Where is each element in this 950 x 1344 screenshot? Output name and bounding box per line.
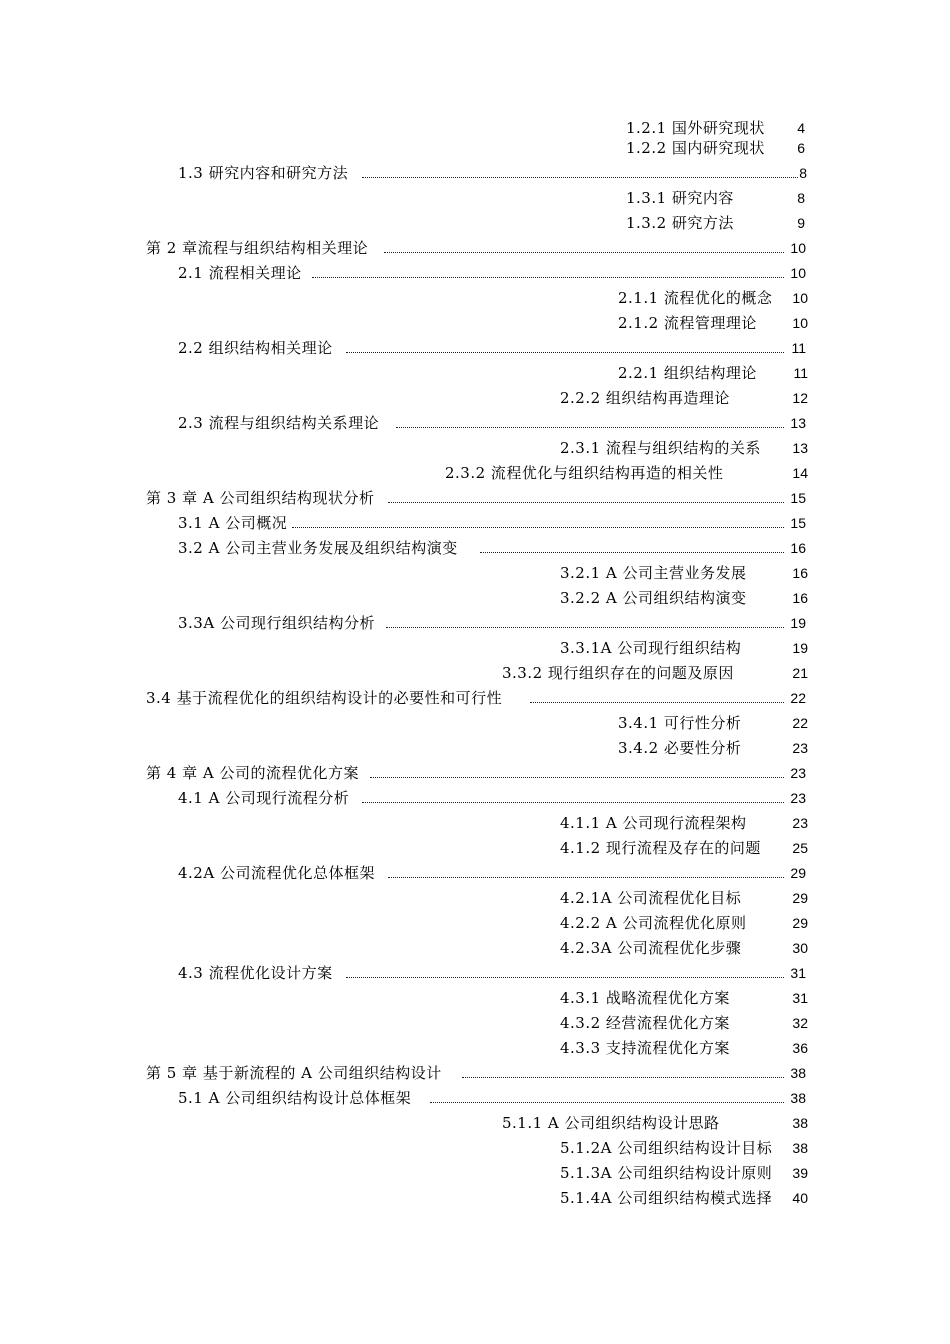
toc-entry-title: 5.1.3A 公司组织结构设计原则 <box>560 1164 773 1182</box>
toc-entry-title: 1.3.2 研究方法 <box>626 214 734 232</box>
dot-leader <box>530 702 784 703</box>
toc-entry-page: 31 <box>790 965 806 981</box>
toc-entry[interactable] <box>0 661 950 685</box>
toc-entry-title: 3.3.2 现行组织存在的问题及原因 <box>502 664 734 682</box>
toc-entry[interactable] <box>0 1186 950 1210</box>
toc-entry-page: 14 <box>792 465 808 481</box>
toc-entry-title: 3.4.1 可行性分析 <box>618 714 742 732</box>
toc-entry[interactable] <box>0 336 950 360</box>
toc-entry-title: 2.1.2 流程管理理论 <box>618 314 757 332</box>
toc-entry-title: 4.3.2 经营流程优化方案 <box>560 1014 730 1032</box>
toc-entry-page: 9 <box>797 215 805 231</box>
toc-entry-page: 23 <box>792 740 808 756</box>
toc-entry-title: 第 5 章 基于新流程的 A 公司组织结构设计 <box>146 1064 442 1082</box>
toc-entry-title: 4.2A 公司流程优化总体框架 <box>178 864 375 882</box>
toc-entry-title: 4.3.3 支持流程优化方案 <box>560 1039 730 1057</box>
toc-entry-page: 10 <box>792 290 808 306</box>
toc-entry-page: 25 <box>792 840 808 856</box>
toc-entry-page: 16 <box>790 540 806 556</box>
toc-entry[interactable] <box>0 161 950 185</box>
toc-entry[interactable] <box>0 686 950 710</box>
toc-entry-title: 5.1.2A 公司组织结构设计目标 <box>560 1139 773 1157</box>
toc-entry-title: 4.2.3A 公司流程优化步骤 <box>560 939 742 957</box>
toc-entry-page: 22 <box>790 690 806 706</box>
toc-entry-page: 8 <box>797 190 805 206</box>
dot-leader <box>362 177 798 178</box>
toc-entry-page: 10 <box>792 315 808 331</box>
toc-entry-page: 12 <box>792 390 808 406</box>
toc-entry[interactable] <box>0 611 950 635</box>
toc-entry-title: 2.3.1 流程与组织结构的关系 <box>560 439 761 457</box>
toc-entry-title: 第 2 章流程与组织结构相关理论 <box>146 239 369 257</box>
toc-entry-page: 23 <box>790 790 806 806</box>
toc-entry-page: 15 <box>790 515 806 531</box>
toc-entry-title: 2.3.2 流程优化与组织结构再造的相关性 <box>445 464 724 482</box>
toc-entry[interactable] <box>0 1111 950 1135</box>
toc-entry-page: 38 <box>792 1140 808 1156</box>
toc-entry[interactable] <box>0 386 950 410</box>
toc-entry[interactable] <box>0 736 950 760</box>
toc-entry[interactable] <box>0 711 950 735</box>
toc-entry-title: 2.2.1 组织结构理论 <box>618 364 757 382</box>
toc-entry-page: 38 <box>790 1090 806 1106</box>
toc-entry[interactable] <box>0 761 950 785</box>
toc-entry-page: 10 <box>790 240 806 256</box>
dot-leader <box>388 877 784 878</box>
toc-entry[interactable] <box>0 586 950 610</box>
dot-leader <box>462 1077 784 1078</box>
toc-entry[interactable] <box>0 511 950 535</box>
toc-entry-title: 4.2.2 A 公司流程优化原则 <box>560 914 747 932</box>
dot-leader <box>362 802 784 803</box>
toc-entry-page: 38 <box>792 1115 808 1131</box>
toc-entry[interactable] <box>0 1086 950 1110</box>
toc-entry[interactable] <box>0 936 950 960</box>
toc-entry-title: 4.1.1 A 公司现行流程架构 <box>560 814 747 832</box>
toc-entry-title: 3.4 基于流程优化的组织结构设计的必要性和可行性 <box>146 689 503 707</box>
toc-entry-page: 13 <box>790 415 806 431</box>
dot-leader <box>346 977 784 978</box>
dot-leader <box>430 1102 784 1103</box>
toc-entry-page: 29 <box>792 915 808 931</box>
toc-entry-page: 32 <box>792 1015 808 1031</box>
toc-entry-page: 19 <box>790 615 806 631</box>
toc-entry-title: 3.2.2 A 公司组织结构演变 <box>560 589 747 607</box>
dot-leader <box>386 627 784 628</box>
toc-entry-title: 1.3 研究内容和研究方法 <box>178 164 349 182</box>
toc-entry-page: 29 <box>790 865 806 881</box>
toc-entry-title: 5.1.1 A 公司组织结构设计思路 <box>502 1114 720 1132</box>
toc-entry[interactable] <box>0 861 950 885</box>
toc-entry-page: 23 <box>792 815 808 831</box>
toc-entry-page: 30 <box>792 940 808 956</box>
toc-entry-title: 4.1 A 公司现行流程分析 <box>178 789 350 807</box>
toc-entry[interactable] <box>0 811 950 835</box>
toc-entry[interactable] <box>0 886 950 910</box>
toc-entry[interactable] <box>0 1161 950 1185</box>
toc-entry[interactable] <box>0 1061 950 1085</box>
toc-entry-page: 11 <box>791 340 806 356</box>
toc-entry[interactable] <box>0 986 950 1010</box>
toc-entry-page: 39 <box>792 1165 808 1181</box>
toc-entry-title: 4.2.1A 公司流程优化目标 <box>560 889 742 907</box>
toc-entry[interactable] <box>0 1036 950 1060</box>
toc-entry[interactable] <box>0 411 950 435</box>
toc-entry-title: 2.2 组织结构相关理论 <box>178 339 333 357</box>
toc-entry-page: 21 <box>792 665 808 681</box>
toc-entry-page: 13 <box>792 440 808 456</box>
toc-entry-title: 3.3.1A 公司现行组织结构 <box>560 639 742 657</box>
toc-entry[interactable] <box>0 1011 950 1035</box>
toc-entry[interactable] <box>0 436 950 460</box>
toc-entry[interactable] <box>0 911 950 935</box>
toc-entry-page: 8 <box>799 165 807 181</box>
toc-entry-title: 1.2.2 国内研究现状 <box>626 139 765 157</box>
toc-entry-page: 4 <box>797 120 805 136</box>
toc-entry[interactable] <box>0 961 950 985</box>
toc-entry-page: 29 <box>792 890 808 906</box>
toc-entry-title: 3.2 A 公司主营业务发展及组织结构演变 <box>178 539 458 557</box>
dot-leader <box>384 252 784 253</box>
dot-leader <box>292 527 784 528</box>
dot-leader <box>346 352 784 353</box>
toc-entry-page: 16 <box>792 590 808 606</box>
toc-entry[interactable] <box>0 461 950 485</box>
toc-entry[interactable] <box>0 636 950 660</box>
toc-entry-title: 5.1.4A 公司组织结构模式选择 <box>560 1189 773 1207</box>
toc-entry-title: 2.3 流程与组织结构关系理论 <box>178 414 380 432</box>
toc-entry-page: 19 <box>792 640 808 656</box>
toc-entry-title: 4.3.1 战略流程优化方案 <box>560 989 730 1007</box>
toc-entry[interactable] <box>0 786 950 810</box>
toc-entry[interactable] <box>0 561 950 585</box>
toc-entry[interactable] <box>0 311 950 335</box>
toc-entry-title: 3.3A 公司现行组织结构分析 <box>178 614 375 632</box>
toc-entry[interactable] <box>0 136 950 160</box>
toc-entry[interactable] <box>0 836 950 860</box>
dot-leader <box>480 552 784 553</box>
toc-entry[interactable] <box>0 536 950 560</box>
dot-leader <box>396 427 784 428</box>
toc-entry[interactable] <box>0 211 950 235</box>
toc-entry[interactable] <box>0 361 950 385</box>
toc-entry[interactable] <box>0 286 950 310</box>
dot-leader <box>312 277 784 278</box>
dot-leader <box>370 777 784 778</box>
toc-entry[interactable] <box>0 186 950 210</box>
toc-entry-title: 2.1.1 流程优化的概念 <box>618 289 773 307</box>
toc-entry-title: 3.1 A 公司概况 <box>178 514 288 532</box>
toc-entry-page: 40 <box>792 1190 808 1206</box>
toc-entry-page: 23 <box>790 765 806 781</box>
toc-entry-title: 2.2.2 组织结构再造理论 <box>560 389 730 407</box>
toc-entry-title: 第 3 章 A 公司组织结构现状分析 <box>146 489 375 507</box>
toc-entry-title: 2.1 流程相关理论 <box>178 264 302 282</box>
toc-entry-page: 22 <box>792 715 808 731</box>
toc-entry-title: 4.1.2 现行流程及存在的问题 <box>560 839 761 857</box>
toc-entry-page: 11 <box>793 365 808 381</box>
toc-entry[interactable] <box>0 261 950 285</box>
toc-entry-title: 3.4.2 必要性分析 <box>618 739 742 757</box>
toc-entry[interactable] <box>0 1136 950 1160</box>
toc-entry-page: 10 <box>790 265 806 281</box>
dot-leader <box>388 502 784 503</box>
toc-entry-page: 38 <box>790 1065 806 1081</box>
toc-entry-page: 6 <box>797 140 805 156</box>
toc-entry[interactable] <box>0 236 950 260</box>
toc-entry-page: 36 <box>792 1040 808 1056</box>
toc-entry-title: 5.1 A 公司组织结构设计总体框架 <box>178 1089 412 1107</box>
toc-entry-page: 16 <box>792 565 808 581</box>
toc-entry-title: 1.3.1 研究内容 <box>626 189 734 207</box>
toc-entry-title: 1.2.1 国外研究现状 <box>626 119 765 137</box>
toc-entry-title: 第 4 章 A 公司的流程优化方案 <box>146 764 359 782</box>
toc-entry-title: 4.3 流程优化设计方案 <box>178 964 333 982</box>
toc-entry-title: 3.2.1 A 公司主营业务发展 <box>560 564 747 582</box>
toc-entry[interactable] <box>0 486 950 510</box>
toc-entry-page: 31 <box>792 990 808 1006</box>
toc-entry-page: 15 <box>790 490 806 506</box>
